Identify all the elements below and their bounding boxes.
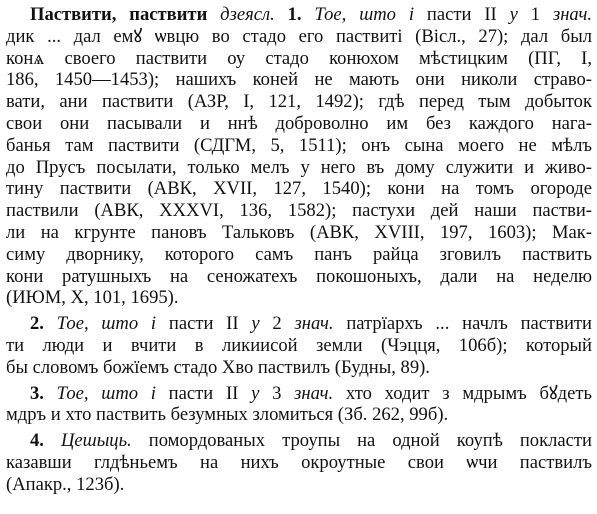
- text-run: пасти II: [155, 382, 252, 404]
- text-run: тину паствити (АВК, XVII, 127, 1540); кони на томъ огороде: [6, 178, 592, 200]
- text-line: [6, 69, 592, 91]
- text-line: [6, 157, 592, 179]
- text-run: (Апакр., 123б).: [6, 473, 125, 495]
- text-run: пасти II: [414, 4, 510, 25]
- text-run: паствили (АВК, XXXVI, 136, 1582); пастухи дей наши пастви-: [6, 200, 592, 222]
- text-run: ли на кгрунте пановъ Тальковъ (АВК, XVIII, 197, 1603); Мак-: [6, 221, 592, 243]
- text-line: [6, 135, 592, 157]
- text-run: пасти II: [156, 313, 252, 335]
- italic-text: Тое, што і: [43, 382, 156, 404]
- text-line: [6, 383, 592, 405]
- text-run: бы словомъ божїемъ стадо Хво паствилъ (Будны, 89).: [6, 356, 430, 378]
- italic-text: Тое, што і: [301, 4, 415, 25]
- text-line: [6, 91, 592, 113]
- text-line: [6, 113, 592, 135]
- text-run: свои они пасывали и ннѣ доброволно им без каждого нага-: [6, 112, 592, 134]
- italic-text: знач.: [294, 313, 334, 335]
- text-line: [6, 452, 592, 474]
- text-line: [6, 222, 592, 244]
- italic-text: дзеясл.: [207, 4, 288, 25]
- text-line: [6, 266, 592, 288]
- text-run: симу дворнику, которого самъ панъ райца зговилъ паствить: [6, 243, 592, 265]
- bold-text: Паствити, паствити: [30, 4, 208, 25]
- text-line: [6, 244, 592, 266]
- text-line: [6, 313, 592, 335]
- text-run: помордованых троупы на одной коупѣ покласти: [131, 430, 592, 452]
- text-line: [6, 4, 592, 26]
- text-line: [6, 48, 592, 70]
- text-run: дик ... дал емꙋ ѡвцю во стадо его паствиті (Вісл., 27); дал был: [6, 25, 592, 47]
- sense-paragraph: [6, 430, 592, 495]
- italic-text: у: [251, 313, 260, 335]
- text-run: банья там паствити (СДГМ, 5, 1511); онъ сына моего не мѣлъ: [6, 134, 592, 156]
- text-run: кони ратушныхъ на сеножатехъ покошоныхъ, дали на неделю: [6, 265, 592, 287]
- text-run: ти люди и вчити в ликиисой земли (Чэцця, 106б); который: [6, 334, 592, 356]
- italic-text: у: [509, 4, 518, 25]
- text-run: 1: [517, 4, 553, 25]
- sense-paragraph: [6, 313, 592, 378]
- text-line: [6, 430, 592, 452]
- italic-text: знач.: [294, 382, 334, 404]
- dictionary-entry: [6, 4, 592, 500]
- bold-text: 4.: [30, 430, 44, 452]
- italic-text: Цешыць.: [43, 430, 132, 452]
- text-line: [6, 404, 592, 426]
- bold-text: 3.: [30, 382, 44, 404]
- text-run: казавши глдѣньемъ на нихъ окроутные свои ѡчи паствилъ: [6, 451, 592, 473]
- text-line: [6, 287, 592, 309]
- text-run: (ИЮМ, X, 101, 1695).: [6, 287, 179, 309]
- text-line: [6, 357, 592, 379]
- sense-paragraph: [6, 4, 592, 309]
- text-line: [6, 335, 592, 357]
- text-run: мдръ и хто паствить безумных зломиться (Зб. 262, 99б).: [6, 404, 449, 426]
- text-line: [6, 26, 592, 48]
- text-line: [6, 178, 592, 200]
- text-line: [6, 200, 592, 222]
- text-run: 186, 1450—1453); нашихъ коней не мають они николи страво-: [6, 69, 592, 91]
- text-run: до Прусъ посылати, только мелъ у него въ дому служити и живо-: [6, 156, 592, 178]
- text-line: [6, 474, 592, 496]
- text-run: 2: [259, 313, 295, 335]
- text-run: хто ходит з мдрымъ бꙋдеть: [333, 382, 592, 404]
- bold-text: 2.: [30, 313, 44, 335]
- text-run: конѧ своего паствити оу стадо конюхом мѣстицким (ПГ, I,: [6, 47, 592, 69]
- bold-text: 1.: [287, 4, 302, 25]
- sense-paragraph: [6, 383, 592, 427]
- text-run: 3: [259, 382, 295, 404]
- italic-text: Тое, што і: [43, 313, 157, 335]
- italic-text: знач.: [552, 4, 592, 25]
- text-run: патрїархъ ... начлъ паствити: [333, 313, 592, 335]
- italic-text: у: [251, 382, 260, 404]
- text-run: вати, ани паствити (АЗР, I, 121, 1492); гдѣ перед тым добыток: [6, 91, 592, 113]
